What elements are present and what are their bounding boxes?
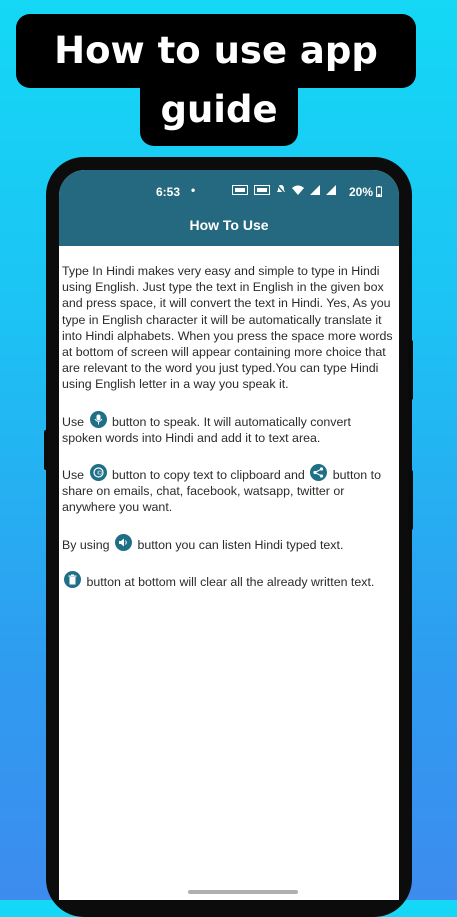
guide-title-line2: guide [140, 82, 298, 146]
listen-text-before: By using [62, 537, 110, 552]
battery-text: 20% [349, 185, 374, 199]
copy-icon [90, 464, 107, 481]
listen-paragraph [62, 534, 393, 553]
phone-side-button [408, 470, 413, 530]
signal-icon [310, 185, 320, 195]
delete-paragraph [62, 571, 393, 590]
status-icons [232, 184, 336, 195]
guide-content [59, 246, 399, 590]
intro-paragraph: Type In Hindi makes very easy and simple to type in Hindi using English. Just type the text in English in the given box and press space, it will convert the text in Hindi. Yes, As you type in English character it will be automatically translate it into Hindi alphabets. When you press the space more words at bottom of screen will appear containing more choice that are relevant to the word you just typed.You can type Hindi using English letter in a way you speak it. [62, 264, 393, 392]
trash-icon [64, 571, 81, 588]
status-bar [59, 170, 399, 214]
speaker-icon [115, 534, 132, 551]
share-icon [310, 464, 327, 481]
copy-text-after: button to share on emails, chat, facebook, watsapp, twitter or anywhere you want. [62, 468, 381, 515]
hd-signal-icon [232, 185, 248, 195]
battery-level [349, 185, 382, 199]
mic-text-after: button to speak. It will automatically convert spoken words into Hindi and add it to text area. [62, 414, 351, 445]
listen-text-after: button you can listen Hindi typed text. [137, 537, 344, 552]
phone-side-button [44, 430, 48, 470]
status-time: 6:53 [156, 185, 181, 199]
mute-bell-icon [276, 184, 286, 195]
copy-paragraph [62, 464, 393, 516]
mic-text-before: Use [62, 414, 85, 429]
mic-paragraph [62, 411, 393, 446]
svg-text:©: © [95, 469, 103, 478]
microphone-icon [90, 411, 107, 428]
phone-screen [59, 170, 399, 900]
delete-text-after: button at bottom will clear all the already written text. [86, 574, 375, 589]
status-dot: • [191, 183, 196, 197]
wifi-icon [292, 185, 304, 195]
battery-icon [376, 186, 382, 197]
phone-side-button [408, 340, 413, 400]
copy-text-before: Use [62, 468, 85, 483]
hd-signal-icon [254, 185, 270, 195]
home-indicator[interactable] [188, 890, 298, 894]
guide-title-line1: How to use app [16, 14, 416, 88]
signal-icon [326, 185, 336, 195]
app-bar-title: How To Use [59, 214, 399, 246]
copy-text-middle: button to copy text to clipboard and [111, 468, 305, 483]
